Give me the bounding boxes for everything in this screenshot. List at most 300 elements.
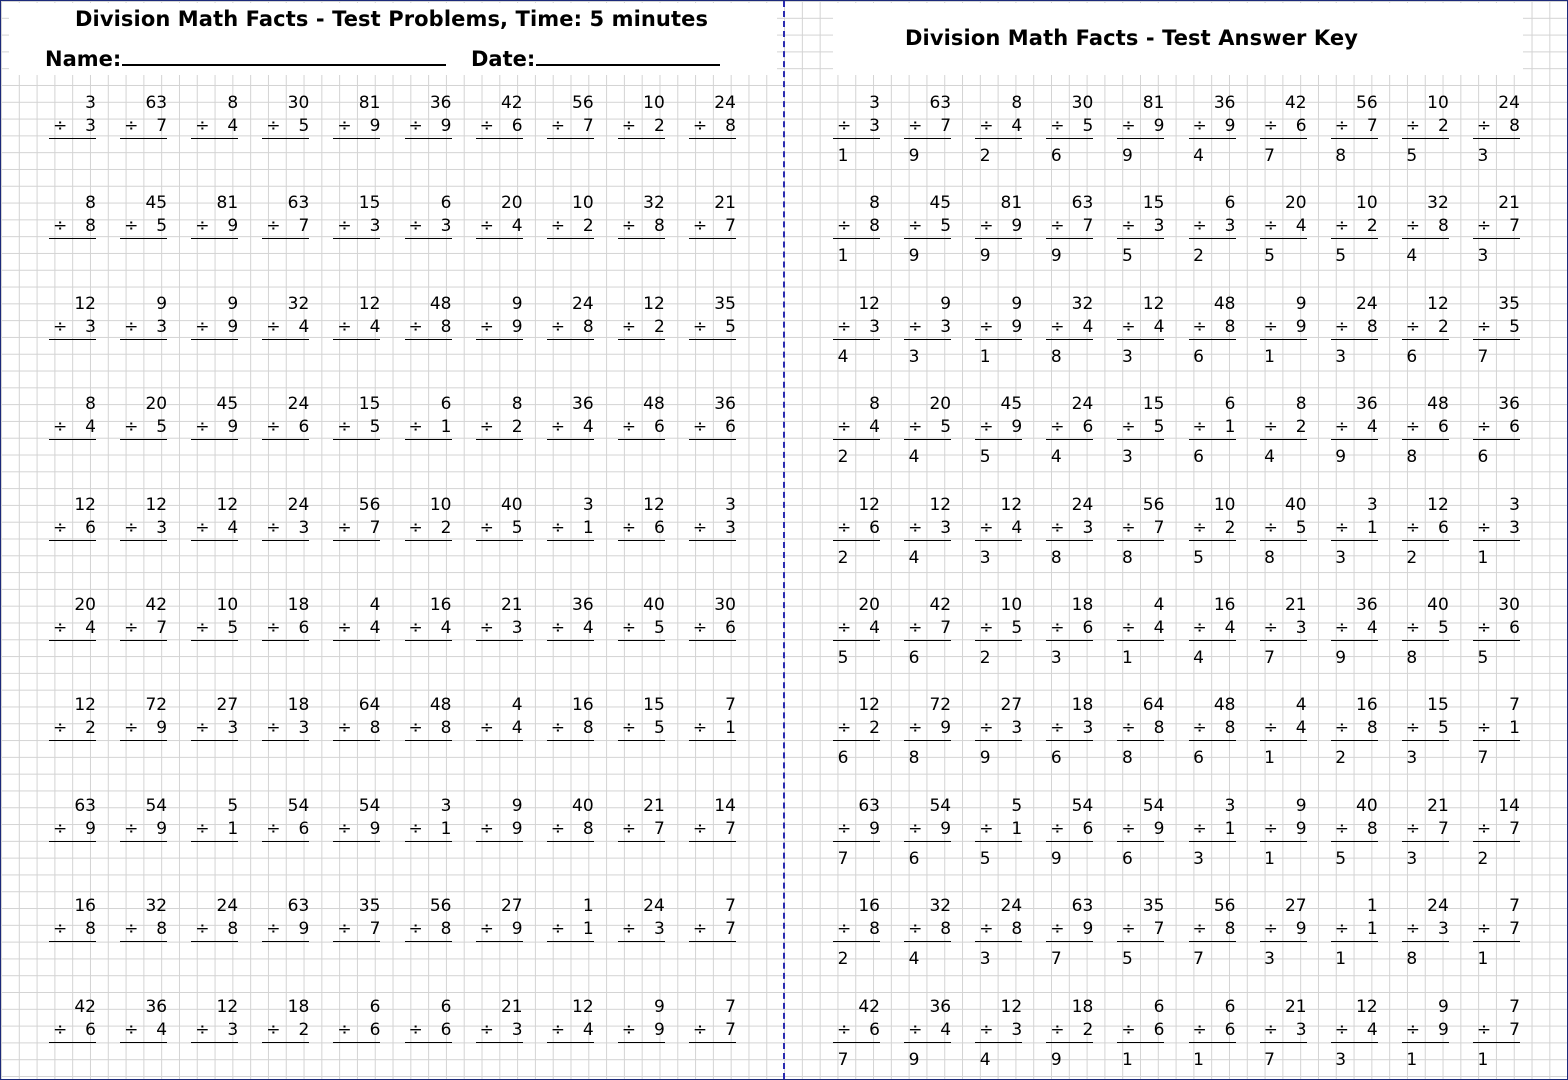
- quotient-answer: 8: [1406, 447, 1418, 468]
- quotient-answer: 1: [1264, 346, 1275, 367]
- divisor-row: [975, 518, 1022, 541]
- divisor-row: [262, 618, 309, 641]
- divisor: 1: [582, 919, 594, 940]
- answer-key-problem: [1117, 495, 1164, 585]
- divisor: 4: [1366, 618, 1378, 638]
- divisor-row: [689, 718, 736, 741]
- divisor: 7: [1437, 818, 1449, 839]
- division-sign: ÷: [837, 417, 852, 438]
- division-sign: ÷: [1121, 1019, 1136, 1040]
- quotient-answer: 8: [1121, 547, 1133, 568]
- division-sign: ÷: [1121, 919, 1136, 940]
- problem: [618, 93, 665, 183]
- division-sign: ÷: [692, 818, 708, 839]
- problem: [618, 193, 665, 283]
- divisor: 5: [1437, 718, 1449, 739]
- quotient-answer: 9: [1335, 447, 1347, 468]
- divisor: 2: [582, 216, 594, 237]
- division-sign: ÷: [1050, 316, 1065, 337]
- division-sign: ÷: [692, 417, 708, 438]
- quotient-answer: 1: [1406, 1049, 1418, 1070]
- divisor: 8: [869, 216, 880, 237]
- problem: [618, 997, 665, 1080]
- divisor-row: [1473, 618, 1520, 641]
- division-sign: ÷: [53, 316, 68, 337]
- dividend: 18: [1071, 695, 1094, 716]
- divisor-row: [689, 919, 736, 942]
- quotient-answer: 3: [1406, 848, 1418, 869]
- dividend: 81: [358, 93, 381, 113]
- division-sign: ÷: [408, 818, 423, 839]
- dividend: 63: [1071, 896, 1094, 917]
- divisor-row: [333, 819, 380, 842]
- dividend: 9: [1437, 996, 1449, 1017]
- dividend: 12: [929, 494, 952, 515]
- divisor-row: [1260, 116, 1307, 139]
- divisor-row: [1260, 819, 1307, 842]
- divisor: 9: [227, 216, 239, 237]
- problem: [405, 193, 452, 283]
- divisor: 8: [1011, 919, 1023, 940]
- divisor: 4: [298, 316, 310, 337]
- division-sign: ÷: [266, 919, 281, 940]
- divisor-row: [975, 718, 1022, 741]
- divisor: 5: [1011, 618, 1023, 638]
- answer-key-problem: [1331, 997, 1378, 1080]
- divisor: 5: [227, 618, 239, 638]
- quotient-answer: 4: [1193, 648, 1204, 668]
- divisor-row: [1046, 919, 1093, 942]
- dividend: 56: [572, 93, 594, 113]
- problem: [49, 294, 96, 384]
- divisor: 2: [85, 718, 96, 739]
- divisor: 8: [369, 718, 381, 739]
- problem: [49, 394, 96, 484]
- quotient-answer: 6: [1193, 447, 1204, 468]
- division-sign: ÷: [408, 417, 423, 438]
- divisor-row: [191, 618, 238, 641]
- problem: [689, 294, 736, 384]
- divisor-row: [1260, 1020, 1307, 1043]
- dividend: 15: [643, 695, 665, 716]
- divisor-row: [405, 718, 452, 741]
- quotient-answer: 3: [1050, 648, 1062, 668]
- divisor-row: [975, 216, 1022, 239]
- problem: [49, 796, 96, 886]
- division-sign: ÷: [1050, 1019, 1065, 1040]
- divisor: 6: [85, 517, 96, 538]
- dividend: 12: [216, 996, 239, 1017]
- division-sign: ÷: [1476, 417, 1492, 438]
- divisor: 4: [85, 417, 96, 438]
- problem: [547, 495, 594, 585]
- dividend: 81: [216, 193, 239, 214]
- problem: [120, 595, 167, 685]
- quotient-answer: 1: [1335, 949, 1347, 970]
- divisor-row: [547, 216, 594, 239]
- dividend: 35: [714, 293, 736, 314]
- dividend: 9: [1011, 293, 1023, 314]
- answer-key-problem: [833, 796, 880, 886]
- problem: [476, 595, 523, 685]
- division-sign: ÷: [837, 116, 852, 136]
- dividend: 24: [287, 394, 310, 415]
- dividend: 42: [500, 93, 523, 113]
- divisor: 8: [440, 919, 452, 940]
- division-sign: ÷: [979, 116, 994, 136]
- divisor: 8: [725, 116, 736, 136]
- divisor-row: [618, 417, 665, 440]
- problem: [49, 495, 96, 585]
- divisor-row: [1331, 1020, 1378, 1043]
- divisor: 9: [1082, 919, 1094, 940]
- answer-key-problem: [1117, 896, 1164, 986]
- divisor-row: [191, 718, 238, 741]
- dividend: 35: [358, 896, 381, 917]
- answer-key-problem: [1046, 695, 1093, 785]
- problem: [689, 394, 736, 484]
- answer-key-problem: [1189, 896, 1236, 986]
- divisor-row: [975, 618, 1022, 641]
- divisor: 7: [725, 1019, 736, 1040]
- divisor: 5: [1082, 116, 1094, 136]
- quotient-answer: 3: [1264, 949, 1275, 970]
- division-sign: ÷: [979, 818, 994, 839]
- division-sign: ÷: [1192, 316, 1207, 337]
- divisor-row: [975, 116, 1022, 139]
- dividend: 8: [1295, 394, 1307, 415]
- divisor-row: [191, 216, 238, 239]
- divisor-row: [1117, 919, 1164, 942]
- dividend: 18: [287, 695, 310, 716]
- dividend: 36: [572, 394, 594, 415]
- divisor-row: [120, 317, 167, 340]
- divisor: 1: [227, 818, 239, 839]
- division-sign: ÷: [195, 718, 210, 739]
- answer-key-problem: [904, 294, 951, 384]
- divisor: 9: [227, 417, 239, 438]
- dividend: 9: [156, 293, 168, 314]
- divisor-row: [975, 317, 1022, 340]
- division-sign: ÷: [692, 517, 708, 538]
- division-sign: ÷: [1050, 116, 1065, 136]
- answer-key-problem: [1402, 394, 1449, 484]
- divisor-row: [689, 417, 736, 440]
- divisor-row: [49, 417, 96, 440]
- dividend: 12: [74, 695, 96, 716]
- problem: [547, 595, 594, 685]
- divisor: 8: [1224, 718, 1236, 739]
- dividend: 48: [429, 293, 452, 314]
- divisor: 4: [1366, 417, 1378, 438]
- answer-key-problem: [975, 796, 1022, 886]
- division-sign: ÷: [1334, 316, 1349, 337]
- divisor-row: [476, 317, 523, 340]
- problem: [405, 495, 452, 585]
- answer-key-problem: [833, 394, 880, 484]
- divisor: 4: [1366, 1019, 1378, 1040]
- divisor: 3: [725, 517, 736, 538]
- dividend: 10: [429, 494, 452, 515]
- answer-key-grid: [785, 1, 1567, 1079]
- answer-key-problem: [1402, 193, 1449, 283]
- divisor: 3: [1082, 517, 1094, 538]
- answer-key-problem: [975, 193, 1022, 283]
- division-sign: ÷: [1192, 417, 1207, 438]
- divisor: 8: [227, 919, 239, 940]
- divisor-row: [476, 819, 523, 842]
- division-sign: ÷: [479, 116, 494, 136]
- divisor: 3: [227, 1019, 239, 1040]
- divisor: 4: [582, 618, 594, 638]
- divisor: 8: [156, 919, 168, 940]
- problem: [262, 294, 309, 384]
- dividend: 63: [287, 896, 310, 917]
- division-sign: ÷: [908, 116, 923, 136]
- quotient-answer: 3: [908, 346, 920, 367]
- divisor: 9: [940, 718, 952, 739]
- dividend: 63: [145, 93, 168, 113]
- dividend: 8: [85, 193, 96, 214]
- answer-key-problem: [1402, 695, 1449, 785]
- dividend: 5: [227, 795, 239, 816]
- divisor: 8: [1366, 718, 1378, 739]
- divisor: 3: [1224, 216, 1236, 237]
- dividend: 36: [572, 595, 594, 615]
- division-sign: ÷: [195, 417, 210, 438]
- dividend: 12: [74, 494, 96, 515]
- divisor-row: [547, 718, 594, 741]
- divisor-row: [1260, 317, 1307, 340]
- divisor: 4: [369, 618, 381, 638]
- divisor: 4: [1295, 216, 1307, 237]
- divisor-row: [1402, 618, 1449, 641]
- problem: [689, 193, 736, 283]
- division-sign: ÷: [337, 116, 352, 136]
- problem: [191, 796, 238, 886]
- quotient-answer: 1: [1477, 1049, 1489, 1070]
- problem: [476, 495, 523, 585]
- divisor-row: [1260, 216, 1307, 239]
- division-sign: ÷: [337, 316, 352, 337]
- dividend: 24: [714, 93, 736, 113]
- problem: [689, 997, 736, 1080]
- problem: [689, 796, 736, 886]
- divisor-row: [1046, 1020, 1093, 1043]
- division-sign: ÷: [1050, 618, 1065, 638]
- division-sign: ÷: [408, 919, 423, 940]
- dividend: 10: [572, 193, 594, 214]
- divisor-row: [904, 919, 951, 942]
- dividend: 36: [429, 93, 452, 113]
- division-sign: ÷: [621, 316, 637, 337]
- dividend: 63: [1071, 193, 1094, 214]
- divisor-row: [618, 819, 665, 842]
- divisor-row: [262, 718, 309, 741]
- answer-key-problem: [1117, 695, 1164, 785]
- problem: [476, 193, 523, 283]
- divisor: 6: [1082, 818, 1094, 839]
- problem: [120, 896, 167, 986]
- divisor: 6: [869, 1019, 880, 1040]
- dividend: 36: [714, 394, 736, 415]
- quotient-answer: 3: [1477, 146, 1489, 166]
- dividend: 10: [643, 93, 665, 113]
- dividend: 6: [440, 996, 452, 1017]
- division-sign: ÷: [979, 919, 994, 940]
- divisor-row: [1189, 718, 1236, 741]
- quotient-answer: 4: [979, 1049, 991, 1070]
- problem: [689, 595, 736, 685]
- quotient-answer: 7: [837, 1049, 849, 1070]
- divisor-row: [904, 518, 951, 541]
- dividend: 12: [1427, 494, 1449, 515]
- dividend: 4: [511, 695, 523, 716]
- division-sign: ÷: [124, 116, 139, 136]
- divisor-row: [618, 1020, 665, 1043]
- quotient-answer: 3: [1477, 246, 1489, 267]
- problem: [191, 896, 238, 986]
- divisor: 4: [85, 618, 96, 638]
- divisor-row: [1402, 216, 1449, 239]
- divisor-row: [1117, 1020, 1164, 1043]
- answer-key-problem: [1402, 294, 1449, 384]
- divisor-row: [1117, 718, 1164, 741]
- answer-key-problem: [1117, 294, 1164, 384]
- divisor-row: [405, 317, 452, 340]
- divisor-row: [191, 1020, 238, 1043]
- division-sign: ÷: [1334, 1019, 1349, 1040]
- answer-key-problem: [1117, 796, 1164, 886]
- dividend: 7: [725, 996, 736, 1017]
- divisor: 7: [940, 618, 952, 638]
- problem: [405, 997, 452, 1080]
- division-sign: ÷: [408, 116, 423, 136]
- divisor: 7: [653, 818, 665, 839]
- answer-key-problem: [1473, 93, 1520, 183]
- dividend: 7: [725, 896, 736, 917]
- answer-key-problem: [833, 695, 880, 785]
- problem: [618, 595, 665, 685]
- divisor: 8: [1366, 818, 1378, 839]
- division-sign: ÷: [53, 116, 68, 136]
- divisor-row: [904, 618, 951, 641]
- division-sign: ÷: [979, 718, 994, 739]
- divisor: 7: [582, 116, 594, 136]
- quotient-answer: 7: [1264, 146, 1275, 166]
- dividend: 42: [74, 996, 96, 1017]
- quotient-answer: 7: [1264, 1049, 1275, 1070]
- division-sign: ÷: [1334, 718, 1349, 739]
- divisor: 2: [440, 517, 452, 538]
- divisor: 3: [869, 116, 880, 136]
- division-sign: ÷: [908, 1019, 923, 1040]
- problem: [547, 193, 594, 283]
- quotient-answer: 9: [979, 748, 991, 769]
- division-sign: ÷: [621, 216, 637, 237]
- problem: [405, 595, 452, 685]
- division-sign: ÷: [1050, 919, 1065, 940]
- divisor: 4: [1011, 517, 1023, 538]
- divisor-row: [904, 417, 951, 440]
- answer-key-problem: [904, 495, 951, 585]
- divisor: 3: [940, 517, 952, 538]
- problem: [262, 997, 309, 1080]
- divisor-row: [333, 317, 380, 340]
- quotient-answer: 6: [908, 648, 920, 668]
- answer-key-problem: [833, 294, 880, 384]
- division-sign: ÷: [53, 216, 68, 237]
- divisor: 9: [869, 818, 880, 839]
- divisor: 7: [156, 618, 168, 638]
- answer-key-problem: [1189, 294, 1236, 384]
- quotient-answer: 9: [1335, 648, 1347, 668]
- divisor: 8: [1153, 718, 1165, 739]
- dividend: 12: [1000, 996, 1023, 1017]
- divisor: 9: [369, 818, 381, 839]
- dividend: 3: [440, 795, 452, 816]
- division-sign: ÷: [837, 618, 852, 638]
- answer-key-problem: [1046, 193, 1093, 283]
- problem: [333, 896, 380, 986]
- dividend: 18: [287, 595, 310, 615]
- dividend: 16: [1213, 595, 1236, 615]
- division-sign: ÷: [1405, 919, 1421, 940]
- quotient-answer: 8: [1121, 748, 1133, 769]
- quotient-answer: 5: [1477, 648, 1489, 668]
- divisor: 6: [298, 618, 310, 638]
- divisor: 8: [1224, 316, 1236, 337]
- problem: [262, 896, 309, 986]
- dividend: 32: [287, 293, 310, 314]
- divisor: 4: [940, 1019, 952, 1040]
- quotient-answer: 4: [908, 949, 920, 970]
- divisor: 5: [653, 618, 665, 638]
- divisor-row: [191, 518, 238, 541]
- dividend: 36: [1498, 394, 1520, 415]
- problem: [191, 193, 238, 283]
- dividend: 24: [1000, 896, 1023, 917]
- dividend: 54: [145, 795, 168, 816]
- division-sign: ÷: [479, 517, 494, 538]
- division-sign: ÷: [1121, 316, 1136, 337]
- quotient-answer: 9: [908, 246, 920, 267]
- divisor-row: [1331, 417, 1378, 440]
- problem: [120, 193, 167, 283]
- divisor: 4: [582, 417, 594, 438]
- dividend: 12: [216, 494, 239, 515]
- problem: [262, 595, 309, 685]
- division-sign: ÷: [837, 316, 852, 337]
- answer-key-problem: [1473, 896, 1520, 986]
- answer-key-problem: [1331, 93, 1378, 183]
- divisor: 8: [940, 919, 952, 940]
- division-sign: ÷: [266, 1019, 281, 1040]
- division-sign: ÷: [1121, 618, 1136, 638]
- divisor: 4: [1082, 316, 1094, 337]
- dividend: 24: [1427, 896, 1449, 917]
- dividend: 81: [1142, 93, 1165, 113]
- division-sign: ÷: [550, 919, 565, 940]
- divisor-row: [1189, 518, 1236, 541]
- dividend: 9: [1295, 293, 1307, 314]
- dividend: 8: [869, 394, 880, 415]
- quotient-answer: 2: [1335, 748, 1347, 769]
- dividend: 12: [572, 996, 594, 1017]
- divisor-row: [476, 518, 523, 541]
- divisor-row: [618, 919, 665, 942]
- problem: [120, 93, 167, 183]
